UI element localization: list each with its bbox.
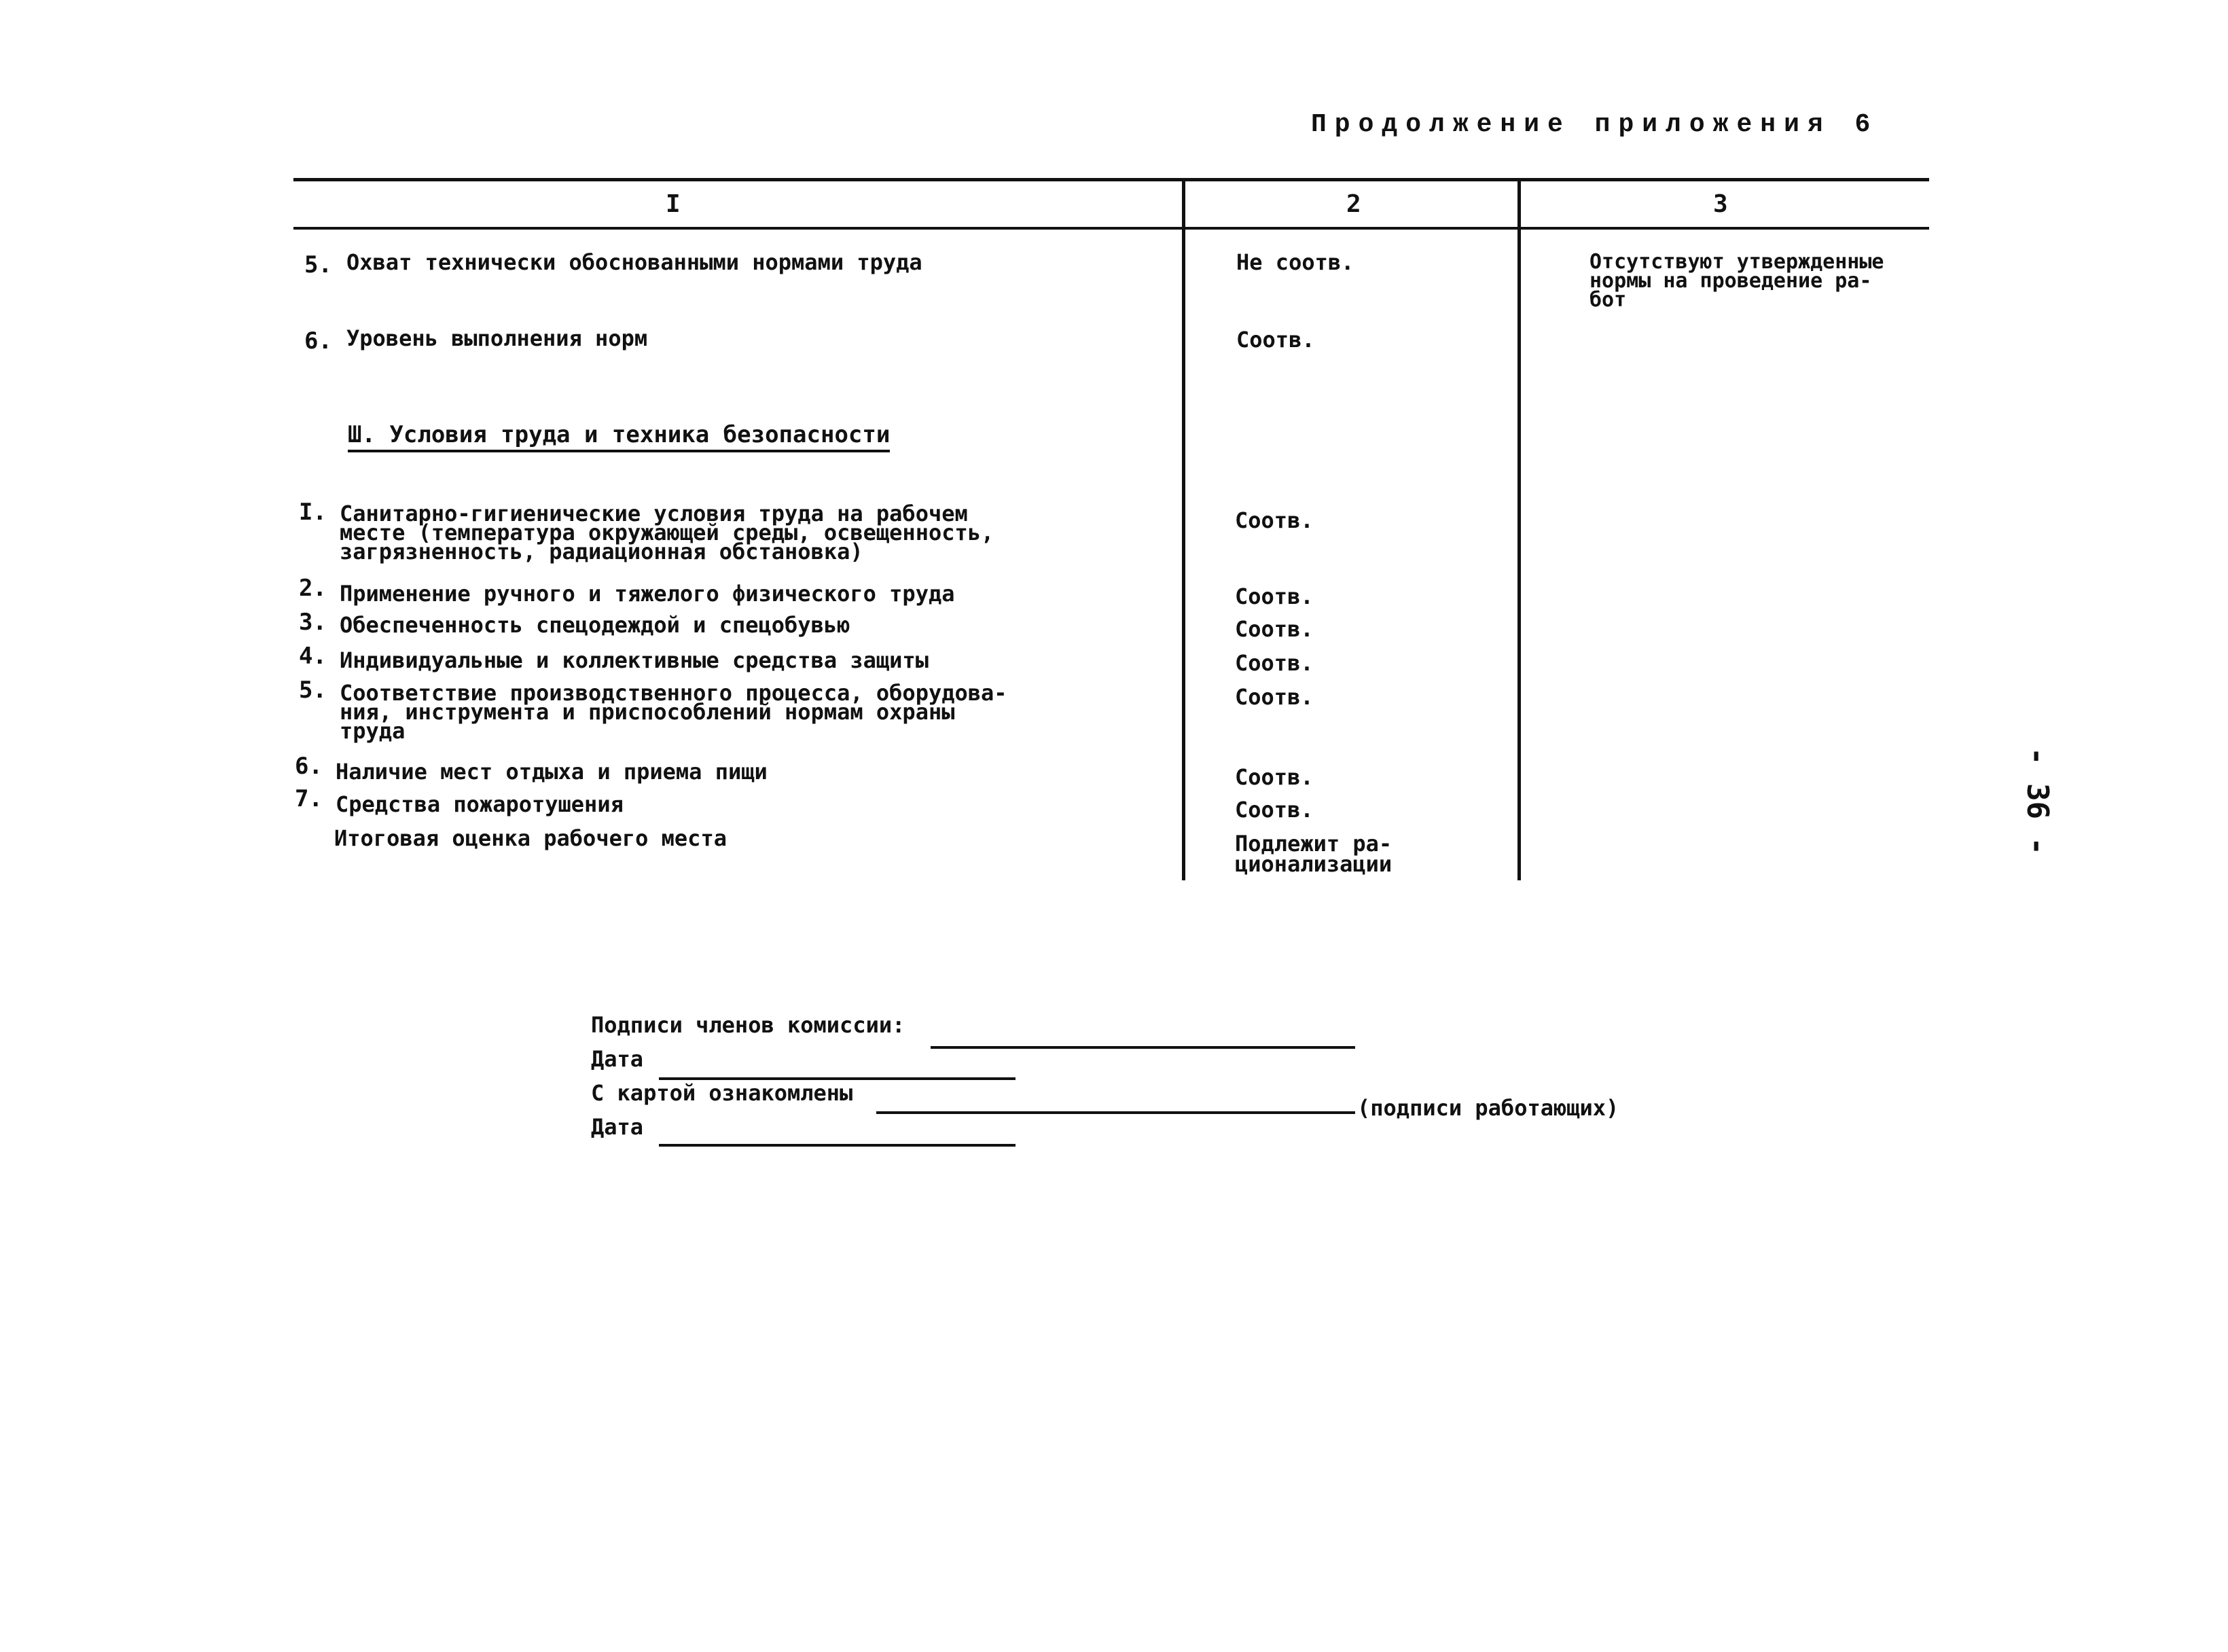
row-value: Соотв. xyxy=(1235,650,1314,676)
total-value: Подлежит ра- xyxy=(1235,831,1392,857)
row-text: ния, инструмента и приспособлений нормам охраны xyxy=(340,699,955,725)
appendix-heading: Продолжение приложения 6 xyxy=(1311,110,1879,139)
table-header-rule xyxy=(293,227,1929,230)
row-text: Санитарно-гигиенические условия труда на рабочем xyxy=(340,501,968,526)
row-text: Охват технически обоснованными нормами труда xyxy=(346,249,922,275)
total-value: ционализации xyxy=(1235,851,1392,877)
row-text: труда xyxy=(340,718,406,744)
commission-signatures-label: Подписи членов комиссии: xyxy=(591,1012,905,1038)
column-divider-2 xyxy=(1517,178,1521,880)
row-text: Обеспеченность спецодеждой и спецобувью xyxy=(340,612,850,638)
row-note: Отсутствуют утвержденные xyxy=(1589,250,1884,274)
workers-signature-note: (подписи работающих) xyxy=(1357,1095,1619,1121)
row-number: 3. xyxy=(299,609,327,636)
table-top-rule xyxy=(293,178,1929,181)
row-value: Не соотв. xyxy=(1236,249,1354,275)
row-value: Соотв. xyxy=(1235,797,1314,823)
date-label: Дата xyxy=(591,1114,644,1140)
row-text: загрязненность, радиационная обстановка) xyxy=(340,539,863,564)
row-note: бот xyxy=(1589,288,1627,312)
row-number: 4. xyxy=(299,643,327,670)
row-number: 6. xyxy=(304,327,332,355)
row-number: 7. xyxy=(295,785,323,812)
row-number: 5. xyxy=(299,677,327,704)
row-value: Соотв. xyxy=(1235,583,1314,609)
page-number: - 36 - xyxy=(2020,747,2055,855)
row-value: Соотв. xyxy=(1235,764,1314,790)
row-value: Соотв. xyxy=(1235,507,1314,533)
section-title: Ш. Условия труда и техника безопасности xyxy=(348,421,890,452)
row-number: 2. xyxy=(299,575,327,602)
row-text: Индивидуальные и коллективные средства защиты xyxy=(340,647,929,673)
row-text: месте (температура окружающей среды, освещенность, xyxy=(340,520,994,545)
row-value: Соотв. xyxy=(1236,327,1315,353)
commission-signature-line xyxy=(931,1046,1355,1049)
total-label: Итоговая оценка рабочего места xyxy=(334,825,727,851)
row-value: Соотв. xyxy=(1235,616,1314,642)
column-header-1: I xyxy=(666,190,681,218)
row-text: Соответствие производственного процесса, оборудова- xyxy=(340,680,1007,706)
row-text: Наличие мест отдыха и приема пищи xyxy=(336,759,768,785)
column-divider-1 xyxy=(1182,178,1185,880)
date-line xyxy=(659,1144,1016,1147)
row-text: Уровень выполнения норм xyxy=(346,325,648,351)
row-text: Применение ручного и тяжелого физического труда xyxy=(340,581,955,607)
date-label: Дата xyxy=(591,1046,644,1072)
row-text: Средства пожаротушения xyxy=(336,791,624,817)
acquainted-signature-line xyxy=(876,1111,1355,1114)
acquainted-label: С картой ознакомлены xyxy=(591,1080,853,1106)
column-header-2: 2 xyxy=(1346,190,1361,218)
column-header-3: 3 xyxy=(1713,190,1728,218)
row-note: нормы на проведение ра- xyxy=(1589,269,1872,293)
row-number: 6. xyxy=(295,753,323,780)
row-number: I. xyxy=(299,499,327,526)
row-value: Соотв. xyxy=(1235,684,1314,710)
row-number: 5. xyxy=(304,251,332,279)
